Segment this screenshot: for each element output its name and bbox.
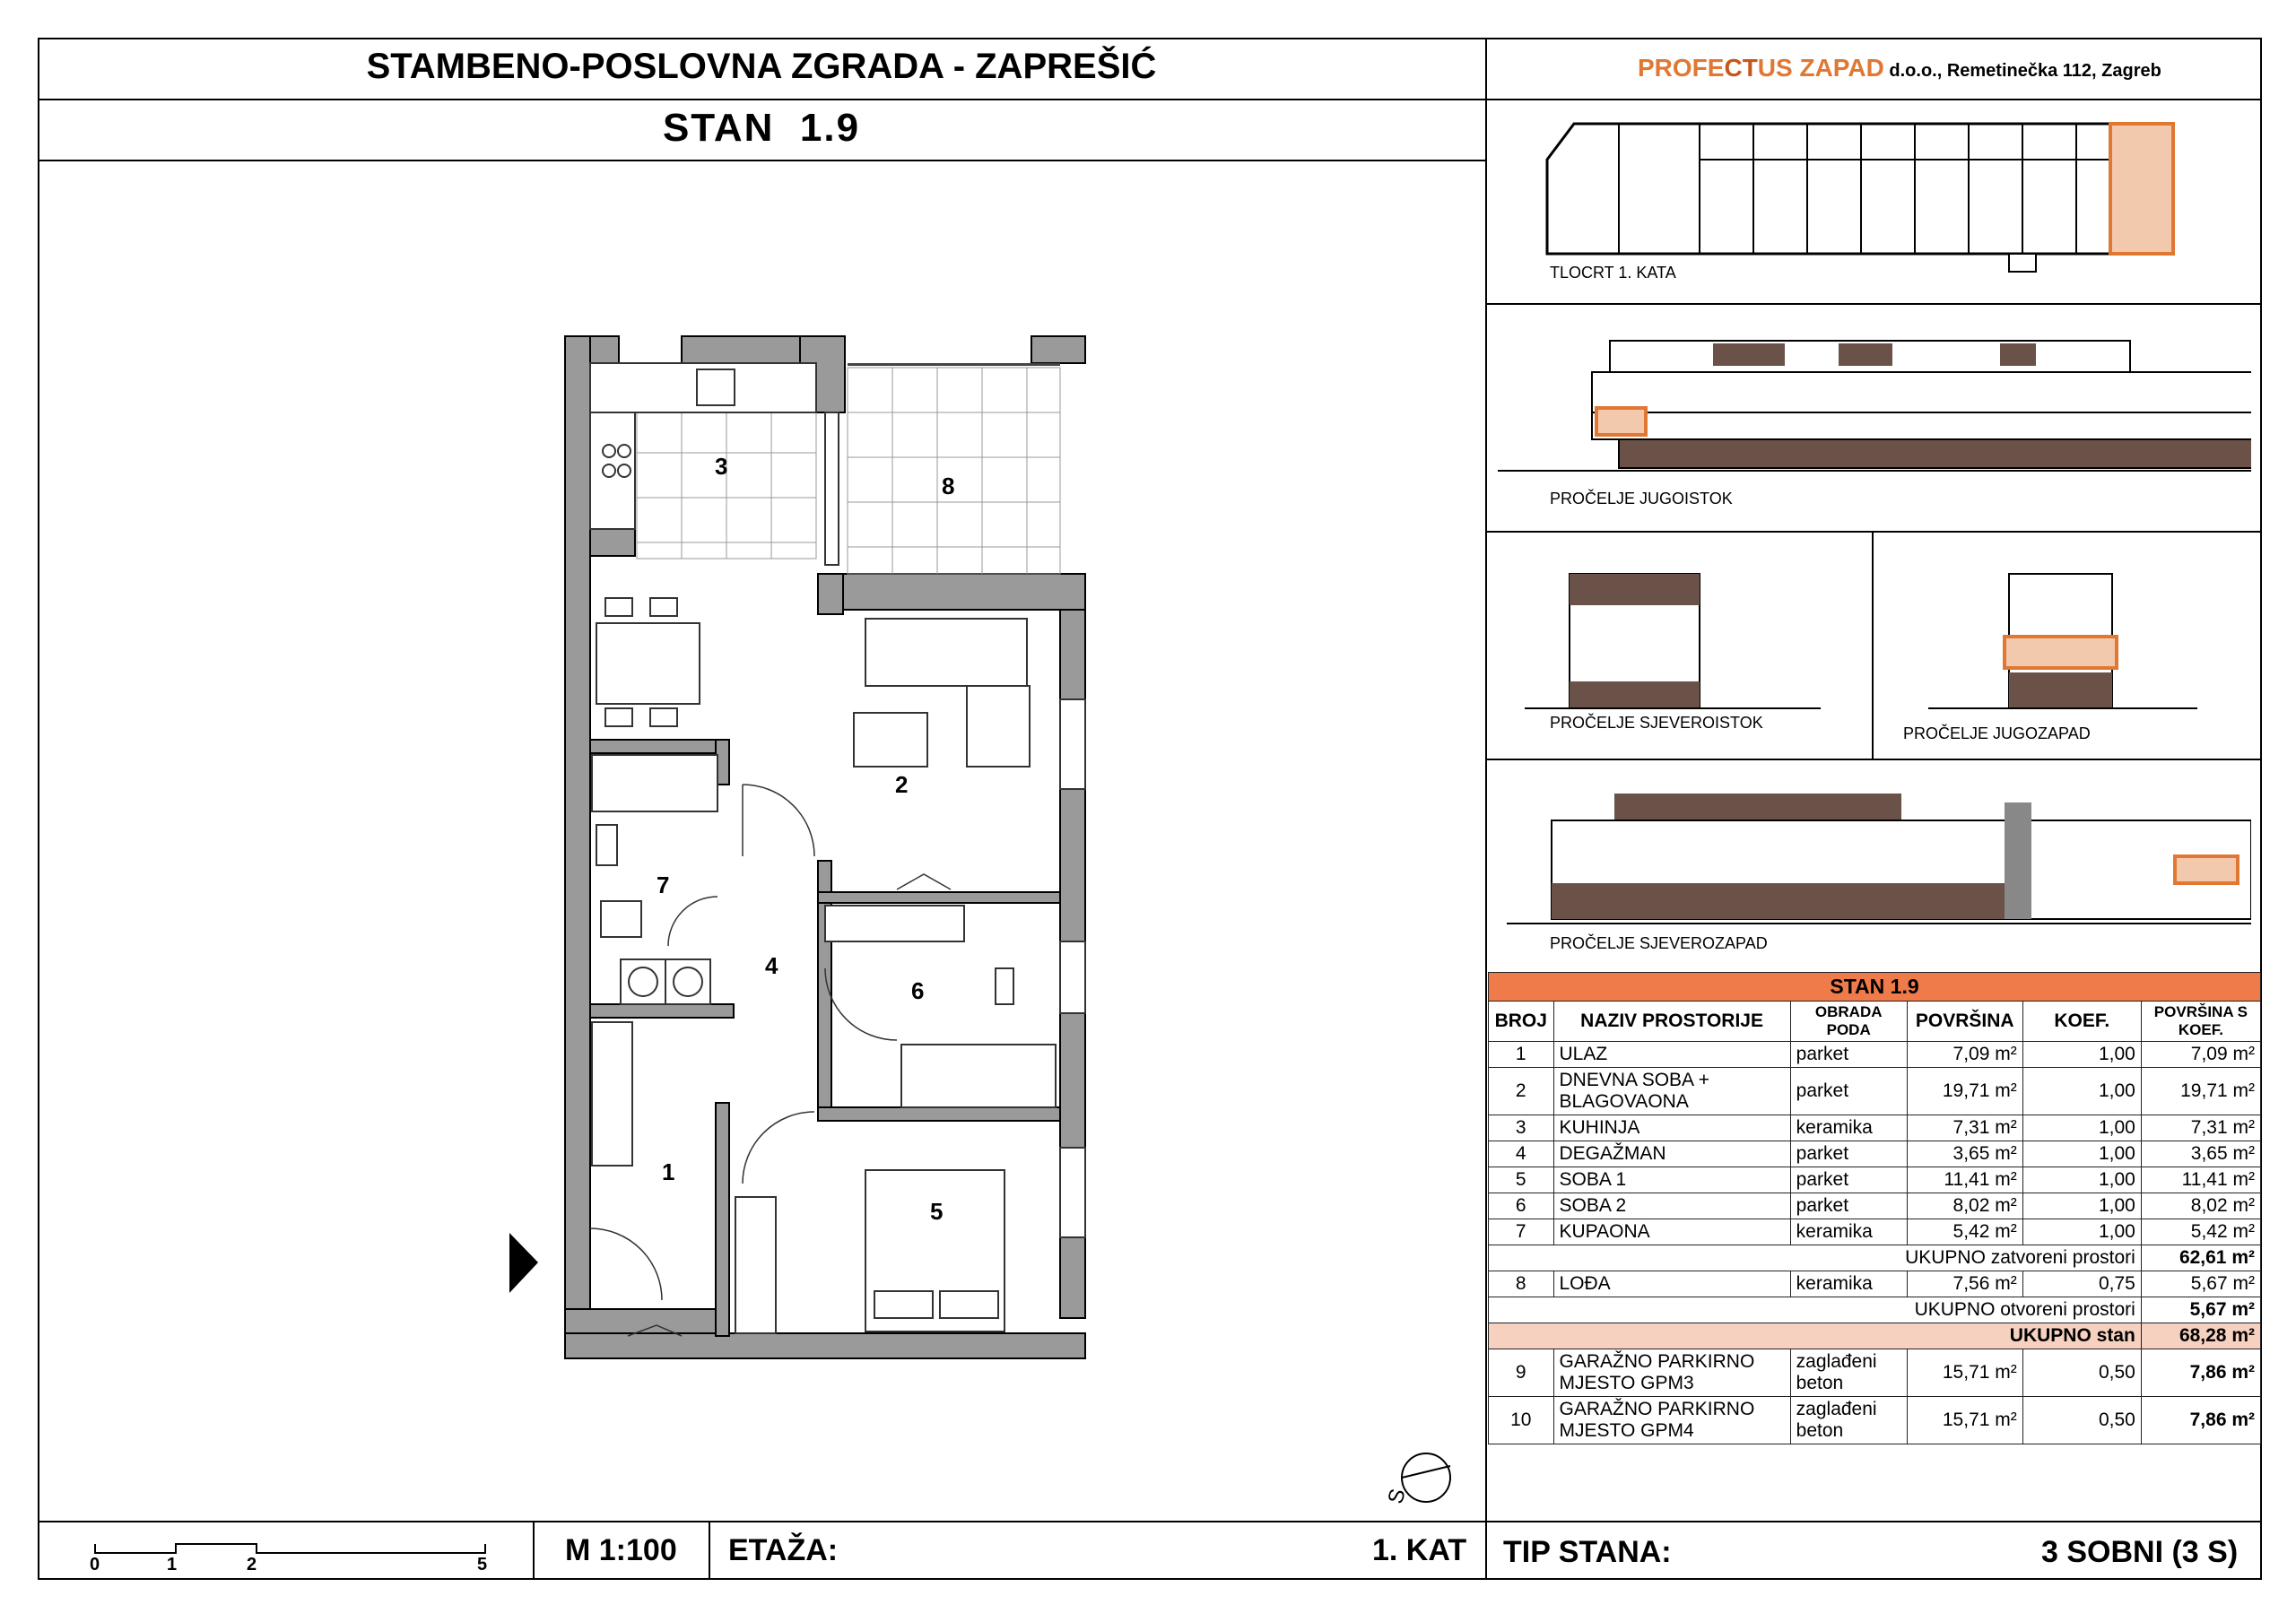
- cell-koef: 0,50: [2022, 1397, 2141, 1444]
- cell-pod-1: zaglađeni: [1796, 1351, 1877, 1372]
- cell-pk: 3,65 m²: [2141, 1141, 2260, 1167]
- cell-broj: 6: [1489, 1193, 1554, 1219]
- divider-company: [1485, 99, 2262, 100]
- etaza-label: ETAŽA:: [728, 1533, 839, 1567]
- cell-naziv: DEGAŽMAN: [1553, 1141, 1790, 1167]
- total-value: 68,28 m²: [2141, 1323, 2260, 1349]
- cell-povrsina: 11,41 m²: [1907, 1167, 2022, 1193]
- sum-open-value: 5,67 m²: [2141, 1297, 2260, 1323]
- elevation-nw-thumbnail: [1507, 785, 2251, 932]
- divider-main: [1485, 38, 1487, 1580]
- divider-thumb2: [1485, 531, 2262, 533]
- scale-tick-0: 0: [90, 1555, 100, 1574]
- cell-naziv: [1553, 1397, 1790, 1444]
- cell-pod: parket: [1790, 1167, 1907, 1193]
- cell-pk: 7,86 m²: [2141, 1397, 2260, 1444]
- table-row: [1489, 1349, 2261, 1397]
- room-label-1: 1: [662, 1158, 675, 1185]
- cell-broj: 5: [1489, 1167, 1554, 1193]
- tip-value: 3 SOBNI (3 S): [2041, 1535, 2239, 1569]
- elevation-se-thumbnail: [1498, 327, 2251, 484]
- cell-naziv-1: GARAŽNO PARKIRNO: [1559, 1351, 1755, 1372]
- cell-povrsina: 8,02 m²: [1907, 1193, 2022, 1219]
- scale-bar: [81, 1531, 493, 1558]
- compass-label: S: [1383, 1486, 1411, 1507]
- th-povrsina: POVRŠINA: [1907, 1002, 2022, 1042]
- th-broj: BROJ: [1489, 1002, 1554, 1042]
- company-brand-1: PROFE: [1638, 54, 1725, 82]
- table-row: [1489, 1141, 2261, 1167]
- cell-pod-2: beton: [1796, 1373, 1844, 1393]
- cell-pod: [1790, 1349, 1907, 1397]
- room-label-6: 6: [911, 977, 925, 1004]
- th-naziv: NAZIV PROSTORIJE: [1553, 1002, 1790, 1042]
- sum-closed-value: 62,61 m²: [2141, 1245, 2260, 1271]
- cell-povrsina: 19,71 m²: [1907, 1068, 2022, 1115]
- cell-pk: 7,86 m²: [2141, 1349, 2260, 1397]
- table-row: [1489, 1193, 2261, 1219]
- divider-thumb3: [1485, 759, 2262, 760]
- cell-naziv: SOBA 2: [1553, 1193, 1790, 1219]
- cell-pod: parket: [1790, 1193, 1907, 1219]
- table-row: [1489, 1042, 2261, 1068]
- room-label-7: 7: [657, 872, 670, 898]
- cell-broj: 4: [1489, 1141, 1554, 1167]
- cell-pk: 7,09 m²: [2141, 1042, 2260, 1068]
- elevation-sw-thumbnail: [1910, 565, 2197, 713]
- area-table: [1488, 972, 2261, 1444]
- cell-povrsina: 7,09 m²: [1907, 1042, 2022, 1068]
- th-povrsina-koef: [2141, 1002, 2260, 1042]
- divider-title: [38, 99, 1485, 100]
- north-compass-icon: [1372, 1448, 1471, 1511]
- floor-plan-thumbnail: [1538, 115, 2184, 276]
- cell-naziv: [1553, 1349, 1790, 1397]
- room-label-8: 8: [942, 473, 955, 499]
- sum-open-row: [1489, 1297, 2261, 1323]
- cell-naziv-2: MJESTO GPM4: [1559, 1420, 1694, 1441]
- unit-title: STAN 1.9: [662, 106, 861, 150]
- cell-pod: [1790, 1397, 1907, 1444]
- cell-pod: keramika: [1790, 1115, 1907, 1141]
- area-table-title: STAN 1.9: [1489, 973, 2261, 1002]
- cell-broj: 1: [1489, 1042, 1554, 1068]
- cell-koef: 1,00: [2022, 1167, 2141, 1193]
- cell-broj: 7: [1489, 1219, 1554, 1245]
- divider-footer: [38, 1521, 2262, 1522]
- cell-broj: 10: [1489, 1397, 1554, 1444]
- divider-foot-2: [709, 1521, 710, 1580]
- sum-closed-label: UKUPNO zatvoreni prostori: [1489, 1245, 2142, 1271]
- sum-closed-row: [1489, 1245, 2261, 1271]
- cell-broj: 9: [1489, 1349, 1554, 1397]
- cell-pk: 19,71 m²: [2141, 1068, 2260, 1115]
- cell-pod-1: zaglađeni: [1796, 1399, 1877, 1419]
- room-label-2: 2: [895, 771, 909, 798]
- cell-povrsina: 15,71 m²: [1907, 1349, 2022, 1397]
- cell-koef: 1,00: [2022, 1115, 2141, 1141]
- room-label-4: 4: [765, 952, 778, 979]
- th-pk-1: POVRŠINA S: [2153, 1003, 2248, 1020]
- company-brand-3: US ZAPAD: [1757, 54, 1884, 82]
- tip-label: TIP STANA:: [1503, 1535, 1672, 1569]
- cell-povrsina: 3,65 m²: [1907, 1141, 2022, 1167]
- project-title: STAMBENO-POSLOVNA ZGRADA - ZAPREŠIĆ: [366, 47, 1157, 86]
- cell-koef: 1,00: [2022, 1219, 2141, 1245]
- cell-povrsina: 15,71 m²: [1907, 1397, 2022, 1444]
- cell-broj: 3: [1489, 1115, 1554, 1141]
- th-pk-2: KOEF.: [2178, 1021, 2223, 1038]
- th-koef: KOEF.: [2022, 1002, 2141, 1042]
- scale-tick-5: 5: [477, 1555, 488, 1574]
- table-row: [1489, 1271, 2261, 1297]
- cell-koef: 1,00: [2022, 1141, 2141, 1167]
- table-row: [1489, 1068, 2261, 1115]
- cell-naziv-1: GARAŽNO PARKIRNO: [1559, 1399, 1755, 1419]
- scale-tick-1: 1: [167, 1555, 178, 1574]
- th-obrada: [1790, 1002, 1907, 1042]
- cell-pk: 5,67 m²: [2141, 1271, 2260, 1297]
- divider-foot-1: [533, 1521, 535, 1580]
- thumb-caption-ne: PROČELJE SJEVEROISTOK: [1550, 714, 1763, 732]
- cell-naziv: SOBA 1: [1553, 1167, 1790, 1193]
- cell-pod: parket: [1790, 1141, 1907, 1167]
- company-brand-2: CT: [1724, 54, 1758, 82]
- total-label: UKUPNO stan: [1489, 1323, 2142, 1349]
- cell-naziv-1: DNEVNA SOBA +: [1559, 1070, 1709, 1090]
- cell-naziv-2: MJESTO GPM3: [1559, 1373, 1694, 1393]
- floor-plan: [484, 323, 1112, 1372]
- cell-pod: keramika: [1790, 1271, 1907, 1297]
- cell-koef: 0,75: [2022, 1271, 2141, 1297]
- cell-broj: 8: [1489, 1271, 1554, 1297]
- company-address: d.o.o., Remetinečka 112, Zagreb: [1883, 61, 2161, 81]
- entrance-arrow: [509, 1233, 538, 1293]
- cell-koef: 1,00: [2022, 1042, 2141, 1068]
- cell-pod: parket: [1790, 1042, 1907, 1068]
- cell-pod: keramika: [1790, 1219, 1907, 1245]
- divider-unit: [38, 160, 1485, 161]
- cell-koef: 1,00: [2022, 1068, 2141, 1115]
- elevation-ne-thumbnail: [1525, 565, 1821, 713]
- company-name: [1638, 54, 2161, 82]
- cell-povrsina: 7,56 m²: [1907, 1271, 2022, 1297]
- thumb-caption-sw: PROČELJE JUGOZAPAD: [1903, 724, 2091, 742]
- cell-naziv: KUHINJA: [1553, 1115, 1790, 1141]
- cell-naziv: LOĐA: [1553, 1271, 1790, 1297]
- cell-povrsina: 7,31 m²: [1907, 1115, 2022, 1141]
- scale-tick-2: 2: [247, 1555, 257, 1574]
- cell-naziv-2: BLAGOVAONA: [1559, 1091, 1689, 1112]
- divider-thumb1: [1485, 303, 2262, 305]
- total-row: [1489, 1323, 2261, 1349]
- table-row: [1489, 1115, 2261, 1141]
- th-obrada-1: OBRADA: [1814, 1003, 1883, 1020]
- cell-pod: parket: [1790, 1068, 1907, 1115]
- cell-koef: 0,50: [2022, 1349, 2141, 1397]
- cell-naziv: KUPAONA: [1553, 1219, 1790, 1245]
- cell-pod-2: beton: [1796, 1420, 1844, 1441]
- cell-naziv: [1553, 1068, 1790, 1115]
- cell-pk: 7,31 m²: [2141, 1115, 2260, 1141]
- table-row: [1489, 1167, 2261, 1193]
- cell-pk: 5,42 m²: [2141, 1219, 2260, 1245]
- cell-pk: 11,41 m²: [2141, 1167, 2260, 1193]
- divider-thumb3-mid: [1872, 531, 1874, 759]
- cell-koef: 1,00: [2022, 1193, 2141, 1219]
- room-label-5: 5: [930, 1198, 944, 1225]
- cell-broj: 2: [1489, 1068, 1554, 1115]
- cell-naziv: ULAZ: [1553, 1042, 1790, 1068]
- thumb-caption-floor: TLOCRT 1. KATA: [1550, 264, 1676, 282]
- thumb-caption-nw: PROČELJE SJEVEROZAPAD: [1550, 934, 1768, 952]
- room-label-3: 3: [715, 453, 728, 480]
- thumb-caption-se: PROČELJE JUGOISTOK: [1550, 490, 1733, 507]
- cell-pk: 8,02 m²: [2141, 1193, 2260, 1219]
- loggia-rail: [848, 363, 1060, 366]
- th-obrada-2: PODA: [1826, 1021, 1871, 1038]
- scale-label: M 1:100: [565, 1533, 677, 1567]
- sum-open-label: UKUPNO otvoreni prostori: [1489, 1297, 2142, 1323]
- cell-povrsina: 5,42 m²: [1907, 1219, 2022, 1245]
- table-row: [1489, 1219, 2261, 1245]
- etaza-value: 1. KAT: [1372, 1533, 1467, 1567]
- table-row: [1489, 1397, 2261, 1444]
